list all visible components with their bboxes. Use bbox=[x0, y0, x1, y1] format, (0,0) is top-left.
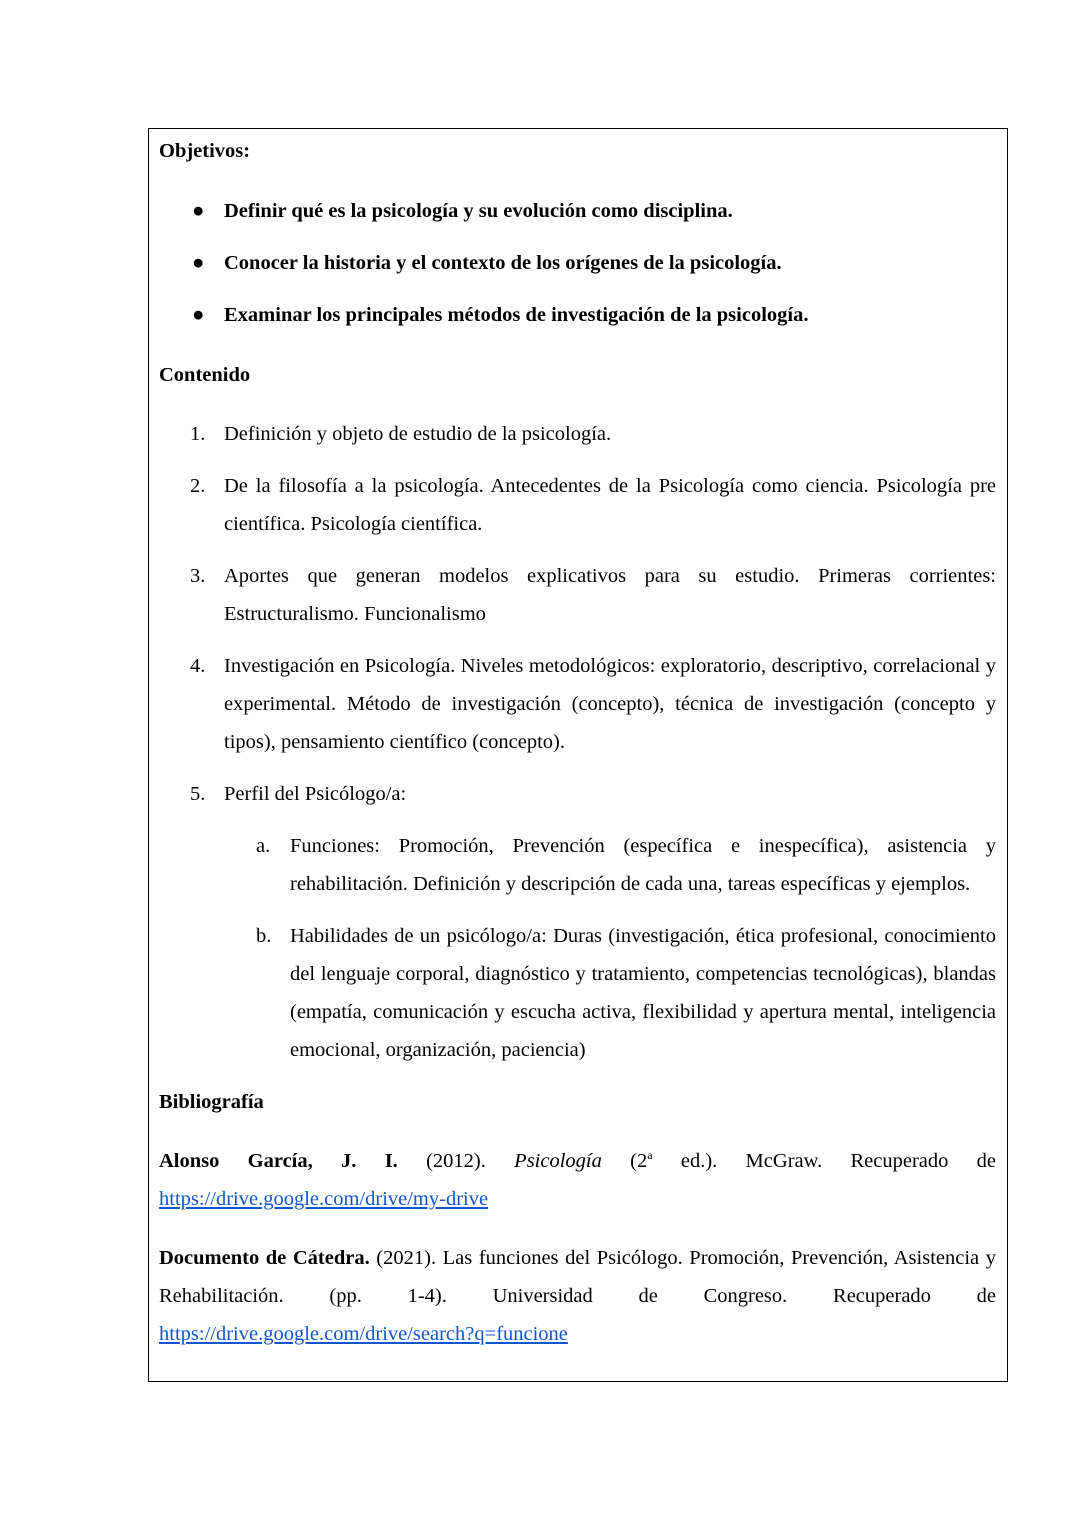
reference-author: Documento de Cátedra. bbox=[159, 1247, 370, 1269]
content-subitem bbox=[159, 827, 996, 903]
objetivos-heading: Objetivos: bbox=[159, 140, 251, 162]
content-item bbox=[159, 415, 996, 453]
subitem-letter: a. bbox=[256, 835, 271, 857]
item-text: Aportes que generan modelos explicativos para su estudio. Primeras corrientes: Estructuralismo. Funcionalismo bbox=[224, 565, 996, 625]
content-item bbox=[159, 467, 996, 543]
reference-author: Alonso García, J. I. bbox=[159, 1150, 398, 1172]
bullet-icon: ● bbox=[192, 304, 205, 326]
reference-link[interactable]: https://drive.google.com/drive/my-drive bbox=[159, 1188, 489, 1210]
item-number: 4. bbox=[190, 655, 206, 677]
item-number: 1. bbox=[190, 423, 206, 445]
item-number: 5. bbox=[190, 783, 206, 805]
item-text: De la filosofía a la psicología. Antecedentes de la Psicología como ciencia. Psicología pre científica. Psicología científica. bbox=[224, 475, 996, 535]
item-number: 3. bbox=[190, 565, 206, 587]
bullet-icon: ● bbox=[192, 252, 205, 274]
reference-year: (2012). bbox=[397, 1150, 515, 1172]
reference-publisher: ed.). McGraw. Recuperado de bbox=[652, 1150, 997, 1172]
content-item bbox=[159, 557, 996, 633]
objective-item bbox=[159, 244, 996, 282]
item-text: Investigación en Psicología. Niveles metodológicos: exploratorio, descriptivo, correlacional y experimental. Método de investigación (concepto), técnica de investigación (concepto y tipos), pensamiento científico (concepto). bbox=[224, 655, 996, 753]
content-item bbox=[159, 775, 996, 813]
item-text: Definición y objeto de estudio de la psicología. bbox=[224, 423, 612, 445]
document-box bbox=[148, 128, 1008, 1382]
reference-edition-sup: a bbox=[647, 1148, 653, 1163]
objective-text: Definir qué es la psicología y su evolución como disciplina. bbox=[224, 200, 733, 222]
content-item bbox=[159, 647, 996, 761]
reference-edition: (2 bbox=[601, 1150, 648, 1172]
reference-title: Psicología bbox=[514, 1150, 602, 1172]
objective-text: Examinar los principales métodos de investigación de la psicología. bbox=[224, 304, 809, 326]
contenido-heading: Contenido bbox=[159, 364, 251, 386]
content-subitem bbox=[159, 917, 996, 1069]
reference-link[interactable]: https://drive.google.com/drive/search?q=funcione bbox=[159, 1323, 568, 1345]
item-text: Perfil del Psicólogo/a: bbox=[224, 783, 407, 805]
subitem-text: Funciones: Promoción, Prevención (específica e inespecífica), asistencia y rehabilitación. Definición y descripción de cada una, tareas específicas y ejemplos. bbox=[290, 835, 996, 895]
reference-details: (2021). Las funciones del Psicólogo. Promoción, Prevención, Asistencia y Rehabilitación. (pp. 1-4). Universidad de Congreso. Recuperado de bbox=[159, 1247, 996, 1307]
bullet-icon: ● bbox=[192, 200, 205, 222]
bibliografia-heading: Bibliografía bbox=[159, 1091, 264, 1113]
item-number: 2. bbox=[190, 475, 206, 497]
objective-item bbox=[159, 192, 996, 230]
reference-entry bbox=[159, 1239, 996, 1353]
reference-entry bbox=[159, 1142, 996, 1218]
objective-item bbox=[159, 296, 996, 334]
objective-text: Conocer la historia y el contexto de los orígenes de la psicología. bbox=[224, 252, 782, 274]
subitem-letter: b. bbox=[256, 925, 272, 947]
subitem-text: Habilidades de un psicólogo/a: Duras (investigación, ética profesional, conocimiento del lenguaje corporal, diagnóstico y tratamiento, competencias tecnológicas), blandas (empatía, comunicación y escucha activa, flexibilidad y apertura mental, inteligencia emocional, organización, paciencia) bbox=[290, 925, 996, 1061]
